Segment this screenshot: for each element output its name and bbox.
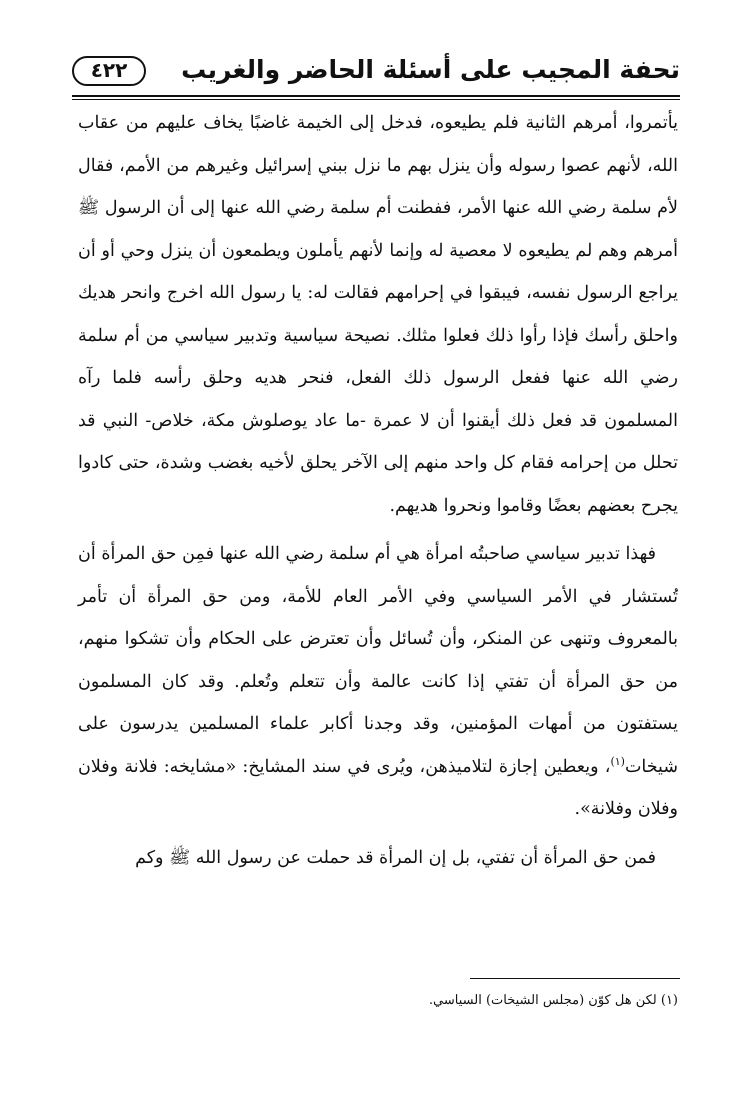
paragraph-2 (78, 533, 678, 831)
header-title: تحفة المجيب على أسئلة الحاضر والغريب (181, 55, 680, 84)
header-rule (72, 95, 680, 97)
paragraph-1: يأتمروا، أمرهم الثانية فلم يطيعوه، فدخل إلى الخيمة غاضبًا يخاف عليهم من عقاب الله، لأنهم عصوا رسوله وأن ينزل بهم ما نزل ببني إسرائيل وغيرهم من الأمم، فقال لأم سلمة رضي الله عنها الأمر، ففطنت أم سلمة رضي الله عنها إلى أن الرسول ﷺ أمرهم وهم لم يطيعوه لا معصية له وإنما لأنهم يأملون ويطمعون أن ينزل وحي أو أن يراجع الرسول نفسه، فيبقوا في إحرامهم فقالت له: يا رسول الله اخرج وانحر هديك واحلق رأسك فإذا رأوا ذلك فعلوا مثلك. نصيحة سياسية وتدبير سياسي من أم سلمة رضي الله عنها ففعل الرسول ذلك الفعل، فنحر هديه وحلق رأسه فلما رآه المسلمون قد فعل ذلك أيقنوا أن لا عمرة -ما عاد يوصلوش مكة، خلاص- النبي قد تحلل من إحرامه فقام كل واحد منهم إلى الآخر يحلق لأخيه بغضب وشدة، حتى كادوا يجرح بعضهم بعضًا وقاموا ونحروا هديهم. (78, 113, 678, 516)
header-rule-thin (72, 99, 680, 100)
footnote-separator (470, 978, 680, 979)
running-header (72, 50, 680, 94)
paragraph-3: فمن حق المرأة أن تفتي، بل إن المرأة قد حملت عن رسول الله ﷺ وكم (135, 847, 656, 868)
footnote-reference: (١) (610, 754, 625, 768)
main-text (78, 102, 678, 879)
paragraph-2-text-a: فهذا تدبير سياسي صاحبتُه امرأة هي أم سلمة رضي الله عنها فمِن حق المرأة أن تُستشار في الأمر السياسي وفي الأمر العام للأمة، ومن حق المرأة أن تأمر بالمعروف وتنهى عن المنكر، وأن تُسائل وأن تعترض على الحكام وأن تشكوا منهم، من حق المرأة أن تفتي إذا كانت عالمة وأن تتعلم وتُعلم. وقد كان المسلمون يستفتون من أمهات المؤمنين، وقد وجدنا أكابر علماء المسلمين يدرسون على شيخات (78, 544, 678, 777)
paragraph-2-text-b: ، ويعطين إجازة لتلاميذهن، ويُرى في سند المشايخ: «مشايخه: فلانة وفلان وفلان وفلانة». (78, 756, 678, 819)
page-number-badge: ٤٢٢ (72, 56, 146, 86)
footnote: (١) لكن هل كوّن (مجلس الشيخات) السياسي. (428, 993, 678, 1008)
